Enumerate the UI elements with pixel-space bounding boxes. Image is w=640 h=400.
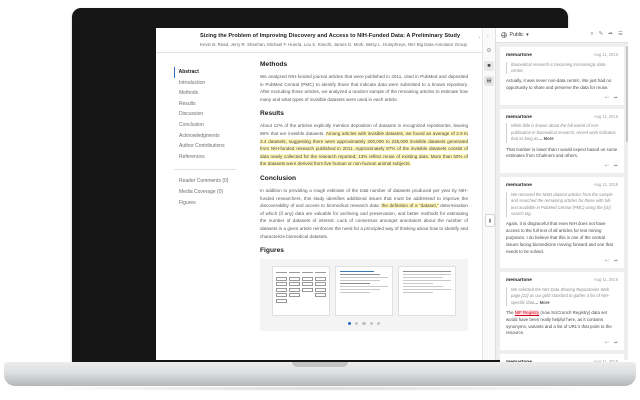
annotation-card[interactable] [500, 47, 624, 105]
annotation-meta [506, 182, 618, 188]
paragraph-methods: We analyzed NIH-funded journal articles that were published in 2011, cited in PubMed and deposited in PubMed Central (PMC) to identify those that indicate data were submitted to a known repository. After excluding those articles, we analyzed a random sample of the remaining articles to estimate how many and what types of invisible datasets were used in each article. [260, 74, 468, 102]
annotation-more-link[interactable]: … More [538, 136, 554, 142]
figure-thumbnails [269, 266, 459, 316]
sidebar-item-references[interactable]: References [179, 153, 205, 160]
account-icon[interactable]: ☰ [617, 31, 623, 38]
share-icon[interactable]: ➦ [608, 31, 613, 38]
carousel-dot-2[interactable] [355, 322, 358, 325]
annotation-quote-text: We selected the NIH Data Sharing Repositories Web page [22] as our gold standard to gather a list of NIH-specific data [511, 286, 610, 305]
annotation-quote [506, 62, 618, 75]
divider [174, 169, 236, 170]
annotation-author[interactable]: memartone [506, 114, 532, 120]
annotation-body-post: (now SciCrunch Registry) data set would have been really helpful here, as it contains synonyms, variants and a list of URL's that point to the resource. [506, 310, 612, 336]
annotation-panel [496, 28, 628, 360]
chevron-right-icon[interactable]: › [478, 35, 480, 41]
paper-authors: Kevin B. Read, Jerry R. Sheehan, Michael F. Huerta, Lou S. Knecht, James G. Mork, Betsy L. Humphreys, NIH Big Data Annotator Group [200, 42, 467, 47]
gear-icon[interactable]: ⚙ [486, 48, 492, 54]
annotation-meta [506, 114, 618, 120]
annotation-actions [506, 341, 618, 346]
annotation-meta [506, 52, 618, 58]
annotation-list[interactable] [496, 43, 628, 360]
table-preview [399, 267, 455, 299]
figure-thumbnail-2[interactable] [335, 266, 393, 316]
annotation-quote [506, 192, 618, 218]
table-preview [336, 267, 392, 299]
heading-conclusion: Conclusion [260, 174, 297, 182]
figure-thumbnail-3[interactable] [398, 266, 456, 316]
carousel-dot-1[interactable] [348, 322, 351, 325]
reply-icon[interactable]: ↩ [604, 340, 609, 347]
annotation-quote [506, 123, 618, 142]
nif-registry-link[interactable]: NIF Registry [514, 310, 540, 316]
carousel-dot-5[interactable] [377, 322, 380, 325]
reply-icon[interactable]: ↩ [604, 94, 609, 101]
sidebar-item-discussion[interactable]: Discussion [179, 111, 204, 118]
sidebar-item-figures[interactable]: Figures [179, 199, 196, 206]
sidebar-item-results[interactable]: Results [179, 100, 196, 107]
results-text-plain: About 12% of the articles explicitly mention deposition of datasets in recognized repositories, leaving 88% that are invisible datasets. [260, 123, 468, 136]
annotation-toolbar-rail [482, 28, 496, 360]
annotation-actions [506, 96, 618, 101]
share-icon[interactable]: ➦ [613, 163, 618, 170]
sidebar-item-reader-comments[interactable]: Reader Comments (0) [179, 178, 229, 185]
annotation-actions [506, 164, 618, 169]
carousel-pagination [269, 322, 459, 325]
browser-screen [156, 28, 628, 360]
sidebar-item-abstract[interactable]: Abstract [174, 67, 248, 78]
sidebar-item-methods[interactable]: Methods [179, 90, 199, 97]
figures-carousel [260, 259, 468, 331]
annotation-body: Again, it is disgraceful that even NIH does not have access to the full text of all articles for text mining purposes. I do believe that this is one of the central issues facing biomedicine moving forward and one that needs to be solved. [506, 221, 613, 254]
panel-header-icons [590, 32, 623, 38]
panel-scrollbar[interactable] [626, 46, 628, 142]
heading-results: Results [260, 110, 284, 118]
annotation-panel-header [496, 28, 628, 43]
annotation-card[interactable] [500, 177, 624, 268]
sidebar-item-media-coverage[interactable]: Media Coverage (0) [179, 188, 224, 195]
heading-methods: Methods [260, 61, 288, 68]
annotation-body: Actually, it was never non-data centric. We just had no opportunity to share and preserve the data for reuse. [506, 78, 612, 91]
share-icon[interactable]: ➦ [613, 94, 618, 101]
annotation-author[interactable]: memartone [506, 53, 532, 58]
annotation-body [506, 310, 618, 337]
page-title: Sizing the Problem of Improving Discovery and Access to NIH-Funded Data: A Preliminary Study [200, 33, 461, 39]
annotation-body: That number is lower than I would expect based on some estimates from Chalmers and others. [506, 146, 618, 159]
annotation-quote [506, 287, 618, 306]
sidebar-item-acknowledgments[interactable]: Acknowledgments [179, 132, 220, 139]
carousel-dot-4[interactable] [370, 322, 373, 325]
annotation-date: Aug 11, 2015 [593, 113, 618, 119]
share-icon[interactable]: ➦ [613, 340, 618, 347]
sidebar-item-author-contributions[interactable]: Author Contributions [179, 143, 225, 150]
globe-icon [501, 32, 507, 38]
visibility-scope-selector[interactable] [501, 32, 529, 38]
annotation-meta [506, 277, 618, 283]
conclusion-text-highlighted[interactable]: the definition of a “dataset,” [381, 203, 439, 209]
heading-figures: Figures [260, 247, 284, 255]
sidebar-item-introduction[interactable]: Introduction [179, 79, 206, 86]
flowchart-diagram [273, 267, 329, 306]
highlight-icon[interactable]: ■ [484, 61, 494, 71]
carousel-dot-3[interactable] [362, 322, 365, 325]
paragraph-results [260, 122, 468, 168]
reply-icon[interactable]: ↩ [604, 163, 609, 170]
paper-header [156, 28, 484, 53]
annotation-quote-text: While little is known about the full extent of non-publication in biomedical research, recent work indicates that as long as [511, 123, 616, 142]
conclusion-text-post: determination of which (if any) data are valuable for archiving and preservation, and better methods for estimating the number of datasets of interest. Lack of consensus amongst annotators about the number of datasets in a given article reinforces the need for a principled way of thinking about how to identify and characterize biomedical datasets. [260, 203, 468, 239]
share-icon[interactable]: ➦ [613, 258, 618, 265]
laptop-base-notch [292, 362, 348, 367]
annotation-date: Aug 11, 2015 [593, 52, 618, 57]
paragraph-conclusion [260, 187, 468, 240]
conclusion-text-pre: In addition to providing a rough estimate of the total number of datasets produced per year by NIH-funded researchers, this study identifies additional issues that must be addressed to improve the discoverability of and access to biomedical research data: [260, 187, 468, 209]
annotation-body-pre: The [506, 310, 515, 316]
chevron-down-icon: ▾ [526, 32, 529, 38]
annotation-card[interactable] [500, 272, 624, 350]
search-icon[interactable]: ⌕ [590, 31, 594, 38]
sidebar-item-conclusion[interactable]: Conclusion [179, 121, 204, 128]
laptop-shadow [30, 386, 610, 391]
annotation-actions [506, 259, 618, 264]
annotation-quote-text: Biomedical research is becoming increasingly data-centric [511, 61, 607, 73]
highlight-icon[interactable]: ✎ [598, 31, 604, 38]
note-icon[interactable]: ▤ [484, 76, 494, 86]
section-nav [156, 53, 248, 360]
results-text-highlighted[interactable]: Among articles with invisible datasets, we found an average of 2.9 to 3.4 datasets, suggesting there were approximately 200,000 to 235,000 invisible datasets generated from NIH-funded research published in 2011. Approximately 87% of the invisible datasets consist of data newly collected for the research reported; 13% reflect reuse of existing data. More than 50% of the datasets were derived from live human or non-human animal subjects. [260, 130, 468, 167]
annotation-author[interactable]: memartone [506, 183, 532, 189]
annotation-date: Aug 11, 2015 [593, 277, 618, 283]
annotation-more-link[interactable]: … More [534, 299, 550, 305]
panel-resize-handle[interactable]: ▮ [485, 214, 495, 227]
article-body [248, 53, 482, 360]
reply-icon[interactable]: ↩ [604, 258, 609, 265]
laptop-lid [72, 8, 623, 363]
annotation-date: Aug 11, 2015 [593, 182, 618, 188]
chevron-right-icon[interactable]: › [487, 33, 489, 39]
scope-label: Public [509, 32, 524, 38]
figure-thumbnail-1[interactable] [272, 266, 330, 316]
annotation-quote-text: We removed the MSD dataset articles from the sample and searched the remaining articles for those with full-text available in PubMed Central (PMC) using the [sb] search tag. [511, 191, 613, 216]
annotation-author[interactable]: memartone [506, 278, 532, 284]
annotation-card[interactable] [500, 109, 624, 173]
